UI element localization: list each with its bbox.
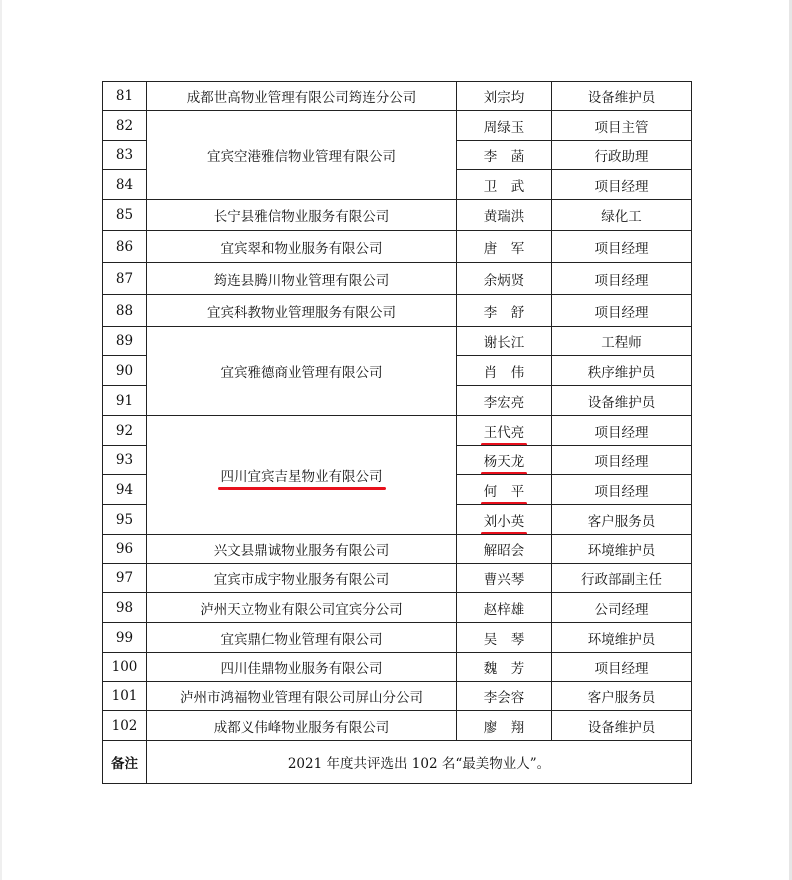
job-position: 绿化工 [552, 200, 692, 231]
row-number: 101 [103, 682, 147, 711]
company-name: 宜宾翠和物业服务有限公司 [147, 231, 457, 263]
person-name: 李会容 [457, 682, 552, 711]
person-name: 吴 琴 [457, 623, 552, 653]
table-row [103, 682, 692, 711]
person-name: 解昭会 [457, 535, 552, 564]
row-number: 88 [103, 295, 147, 327]
job-position: 设备维护员 [552, 82, 692, 111]
job-position: 项目经理 [552, 170, 692, 200]
person-name: 卫 武 [457, 170, 552, 200]
company-name: 宜宾科教物业管理服务有限公司 [147, 295, 457, 327]
row-number: 93 [103, 446, 147, 475]
company-name: 兴文县鼎诚物业服务有限公司 [147, 535, 457, 564]
table-row [103, 263, 692, 295]
company-name: 泸州市鸿福物业管理有限公司屏山分公司 [147, 682, 457, 711]
table-row [103, 535, 692, 564]
page-left-edge [0, 0, 2, 880]
name-highlight-underline: 何 平 [484, 480, 525, 500]
company-highlight-underline: 四川宜宾吉星物业有限公司 [221, 465, 383, 485]
person-name: 李 舒 [457, 295, 552, 327]
name-highlight-underline: 王代亮 [484, 421, 525, 441]
company-name: 成都义伟峰物业服务有限公司 [147, 711, 457, 741]
person-name: 曹兴琴 [457, 564, 552, 593]
company-name-highlighted [147, 416, 457, 535]
row-number: 96 [103, 535, 147, 564]
person-name: 魏 芳 [457, 653, 552, 682]
person-name [457, 475, 552, 505]
table-row [103, 711, 692, 741]
company-name: 长宁县雅信物业服务有限公司 [147, 200, 457, 231]
job-position: 环境维护员 [552, 623, 692, 653]
table-row [103, 111, 692, 141]
row-number: 81 [103, 82, 147, 111]
job-position: 项目主管 [552, 111, 692, 141]
person-name: 廖 翔 [457, 711, 552, 741]
company-name: 筠连县腾川物业管理有限公司 [147, 263, 457, 295]
job-position: 项目经理 [552, 231, 692, 263]
row-number: 99 [103, 623, 147, 653]
person-name [457, 505, 552, 535]
person-name: 肖 伟 [457, 356, 552, 386]
row-number: 98 [103, 593, 147, 623]
name-highlight-underline: 杨天龙 [484, 450, 525, 470]
row-number: 83 [103, 141, 147, 170]
job-position: 设备维护员 [552, 386, 692, 416]
job-position: 环境维护员 [552, 535, 692, 564]
person-name: 黄瑞洪 [457, 200, 552, 231]
job-position: 项目经理 [552, 446, 692, 475]
row-number: 91 [103, 386, 147, 416]
job-position: 设备维护员 [552, 711, 692, 741]
remark-text: 2021 年度共评选出 102 名“最美物业人”。 [147, 741, 692, 784]
job-position: 行政助理 [552, 141, 692, 170]
row-number: 90 [103, 356, 147, 386]
company-name: 成都世高物业管理有限公司筠连分公司 [147, 82, 457, 111]
company-name: 宜宾雅德商业管理有限公司 [147, 327, 457, 416]
person-name: 谢长江 [457, 327, 552, 356]
remark-row [103, 741, 692, 784]
job-position: 客户服务员 [552, 682, 692, 711]
table-row [103, 623, 692, 653]
table-row [103, 327, 692, 356]
company-name: 四川佳鼎物业服务有限公司 [147, 653, 457, 682]
table-row [103, 295, 692, 327]
person-name: 李宏亮 [457, 386, 552, 416]
person-name: 李 菡 [457, 141, 552, 170]
row-number: 85 [103, 200, 147, 231]
person-name: 刘宗均 [457, 82, 552, 111]
row-number: 102 [103, 711, 147, 741]
row-number: 97 [103, 564, 147, 593]
row-number: 92 [103, 416, 147, 446]
person-name: 周绿玉 [457, 111, 552, 141]
job-position: 工程师 [552, 327, 692, 356]
person-name: 唐 军 [457, 231, 552, 263]
job-position: 项目经理 [552, 295, 692, 327]
row-number: 94 [103, 475, 147, 505]
row-number: 95 [103, 505, 147, 535]
job-position: 秩序维护员 [552, 356, 692, 386]
table-row [103, 231, 692, 263]
person-name [457, 446, 552, 475]
table-row [103, 200, 692, 231]
table-row [103, 653, 692, 682]
job-position: 项目经理 [552, 416, 692, 446]
table-row [103, 593, 692, 623]
job-position: 项目经理 [552, 263, 692, 295]
row-number: 100 [103, 653, 147, 682]
name-highlight-underline: 刘小英 [484, 510, 525, 530]
person-name: 赵梓雄 [457, 593, 552, 623]
company-name: 泸州天立物业有限公司宜宾分公司 [147, 593, 457, 623]
job-position: 行政部副主任 [552, 564, 692, 593]
awards-table [102, 81, 692, 784]
row-number: 82 [103, 111, 147, 141]
job-position: 项目经理 [552, 475, 692, 505]
person-name: 余炳贤 [457, 263, 552, 295]
company-name: 宜宾空港雅信物业管理有限公司 [147, 111, 457, 200]
row-number: 84 [103, 170, 147, 200]
job-position: 项目经理 [552, 653, 692, 682]
job-position: 公司经理 [552, 593, 692, 623]
table-row [103, 564, 692, 593]
row-number: 87 [103, 263, 147, 295]
row-number: 86 [103, 231, 147, 263]
table-row [103, 82, 692, 111]
row-number: 89 [103, 327, 147, 356]
company-name: 宜宾市成宇物业服务有限公司 [147, 564, 457, 593]
company-name: 宜宾鼎仁物业管理有限公司 [147, 623, 457, 653]
remark-label: 备注 [103, 741, 147, 784]
person-name [457, 416, 552, 446]
job-position: 客户服务员 [552, 505, 692, 535]
table-row [103, 416, 692, 446]
